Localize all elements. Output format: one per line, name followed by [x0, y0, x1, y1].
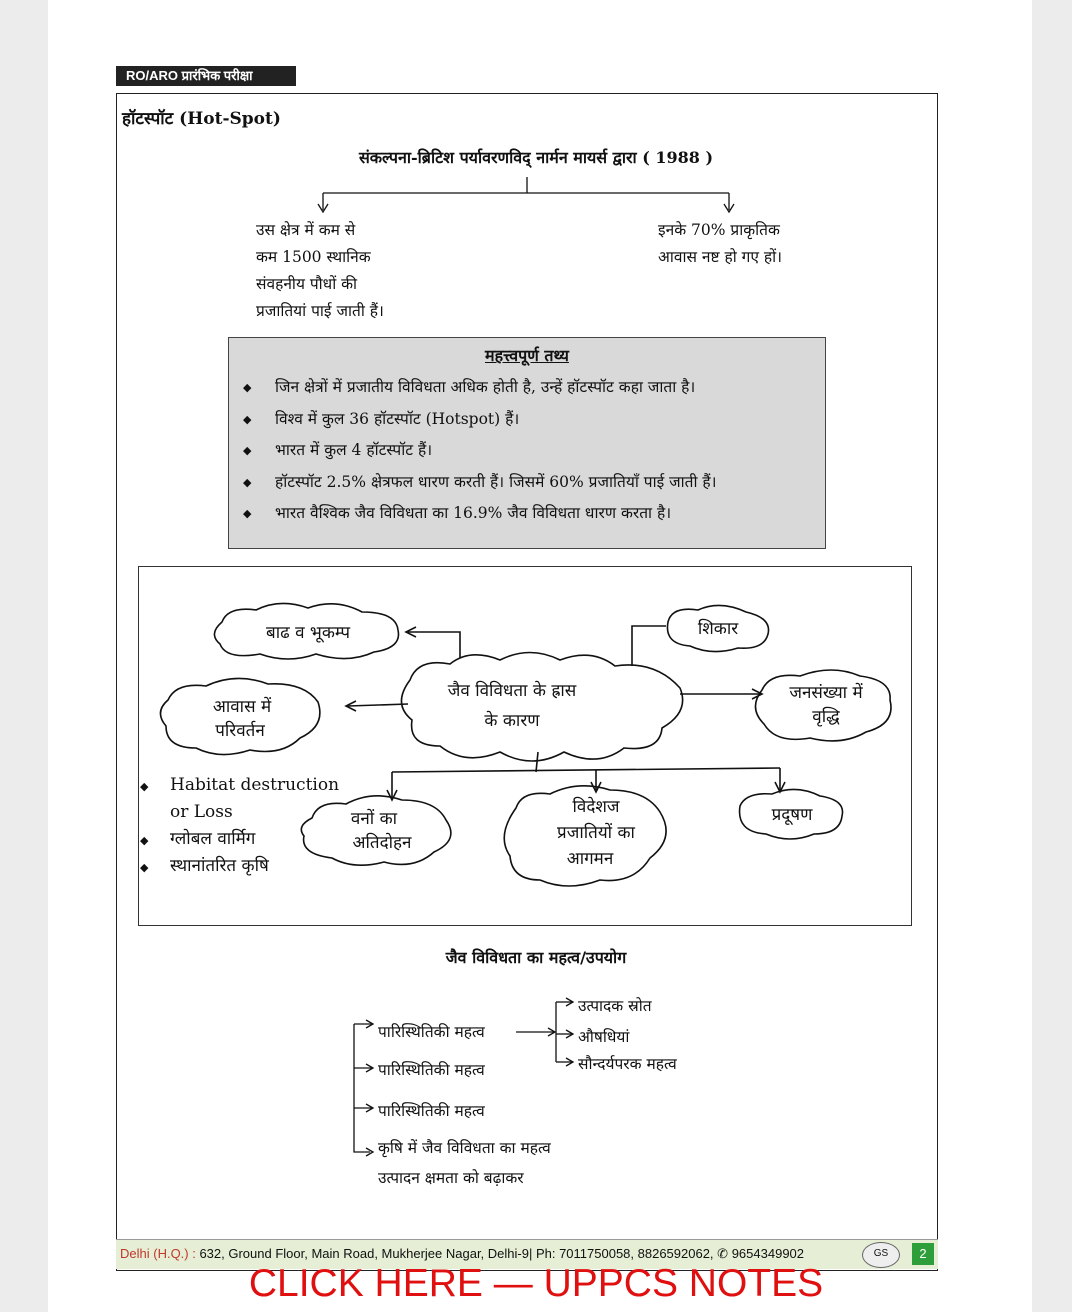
diagram-habitat-line2: परिवर्तन	[215, 721, 265, 741]
whatsapp-icon: ✆	[717, 1246, 729, 1261]
fact-item: ◆ हॉटस्पॉट 2.5% क्षेत्रफल धारण करती हैं। जिसमें 60% प्रजातियाँ पाई जाती हैं।	[243, 467, 825, 499]
uppcs-notes-link[interactable]: CLICK HERE — UPPCS NOTES	[248, 1262, 824, 1305]
institute-logo: GS	[862, 1242, 900, 1268]
side-note: ◆ Habitat destruction	[140, 772, 339, 799]
diagram-exotic-line1: विदेशज	[572, 797, 620, 817]
footer-label: Delhi (H.Q.) :	[120, 1246, 196, 1261]
diagram-exotic-line3: आगमन	[566, 849, 614, 869]
diagram-flood-earthquake: बाढ व भूकम्प	[265, 623, 351, 643]
hotspot-left-criteria: उस क्षेत्र में कम से कम 1500 स्थानिक संवहनीय पौधों की प्रजातियां पाई जाती हैं।	[256, 221, 384, 320]
footer-whatsapp: 9654349902	[731, 1246, 805, 1261]
diagram-pollution: प्रदूषण	[771, 805, 813, 825]
fact-item: ◆ भारत में कुल 4 हॉटस्पॉट हैं।	[243, 435, 825, 467]
diagram-center-line1: जैव विविधता के ह्रास	[447, 681, 577, 701]
hotspot-right-criteria: इनके 70% प्राकृतिक आवास नष्ट हो गए हों।	[658, 221, 782, 266]
importance-sub-branch: औषधियां	[578, 1028, 630, 1046]
side-note: or Loss	[170, 802, 233, 822]
fact-item: ◆ विश्व में कुल 36 हॉटस्पॉट (Hotspot) हैं।	[243, 404, 825, 436]
importance-branch: पारिस्थितिकी महत्व	[378, 1061, 485, 1079]
diagram-exotic-line2: प्रजातियों का	[557, 823, 635, 843]
diagram-habitat-line1: आवास में	[212, 697, 272, 717]
importance-agri-note: उत्पादन क्षमता को बढ़ाकर	[378, 1169, 524, 1187]
diagram-hunting: शिकार	[697, 619, 739, 639]
importance-branch: पारिस्थितिकी महत्व	[378, 1023, 485, 1041]
facts-title: महत्त्वपूर्ण तथ्य	[485, 346, 569, 365]
exam-header-tag: RO/ARO प्रारंभिक परीक्षा	[116, 66, 296, 86]
importance-sub-branch: उत्पादक स्रोत	[578, 997, 652, 1015]
diagram-population-line2: वृद्धि	[812, 707, 840, 727]
hotspot-title: हॉटस्पॉट (Hot-Spot)	[122, 109, 281, 129]
hotspot-concept: संकल्पना-ब्रिटिश पर्यावरणविद् नार्मन मायर्स द्वारा ( 1988 )	[358, 148, 714, 167]
importance-branch: पारिस्थितिकी महत्व	[378, 1102, 485, 1120]
importance-branch: कृषि में जैव विविधता का महत्व	[378, 1139, 551, 1157]
importance-title: जैव विविधता का महत्व/उपयोग	[445, 948, 627, 967]
diagram-overexploitation-line2: अतिदोहन	[352, 833, 412, 853]
diagram-overexploitation-line1: वनों का	[350, 809, 398, 829]
diagram-center-line2: के कारण	[484, 711, 540, 731]
footer-address: 632, Ground Floor, Main Road, Mukherjee Nagar, Delhi-9| Ph: 7011750058, 8826592062,	[195, 1246, 718, 1261]
importance-sub-branch: सौन्दर्यपरक महत्व	[578, 1055, 677, 1073]
fact-item: ◆ भारत वैश्विक जैव विविधता का 16.9% जैव विविधता धारण करता है।	[243, 498, 825, 530]
fact-item: ◆ जिन क्षेत्रों में प्रजातीय विविधता अधिक होती है, उन्हें हॉटस्पॉट कहा जाता है।	[243, 372, 825, 404]
page-number: 2	[912, 1243, 934, 1265]
diagram-population-line1: जनसंख्या में	[789, 683, 863, 703]
side-note: ◆ ग्लोबल वार्मिग	[140, 826, 339, 853]
side-note: ◆ स्थानांतरित कृषि	[140, 853, 339, 880]
